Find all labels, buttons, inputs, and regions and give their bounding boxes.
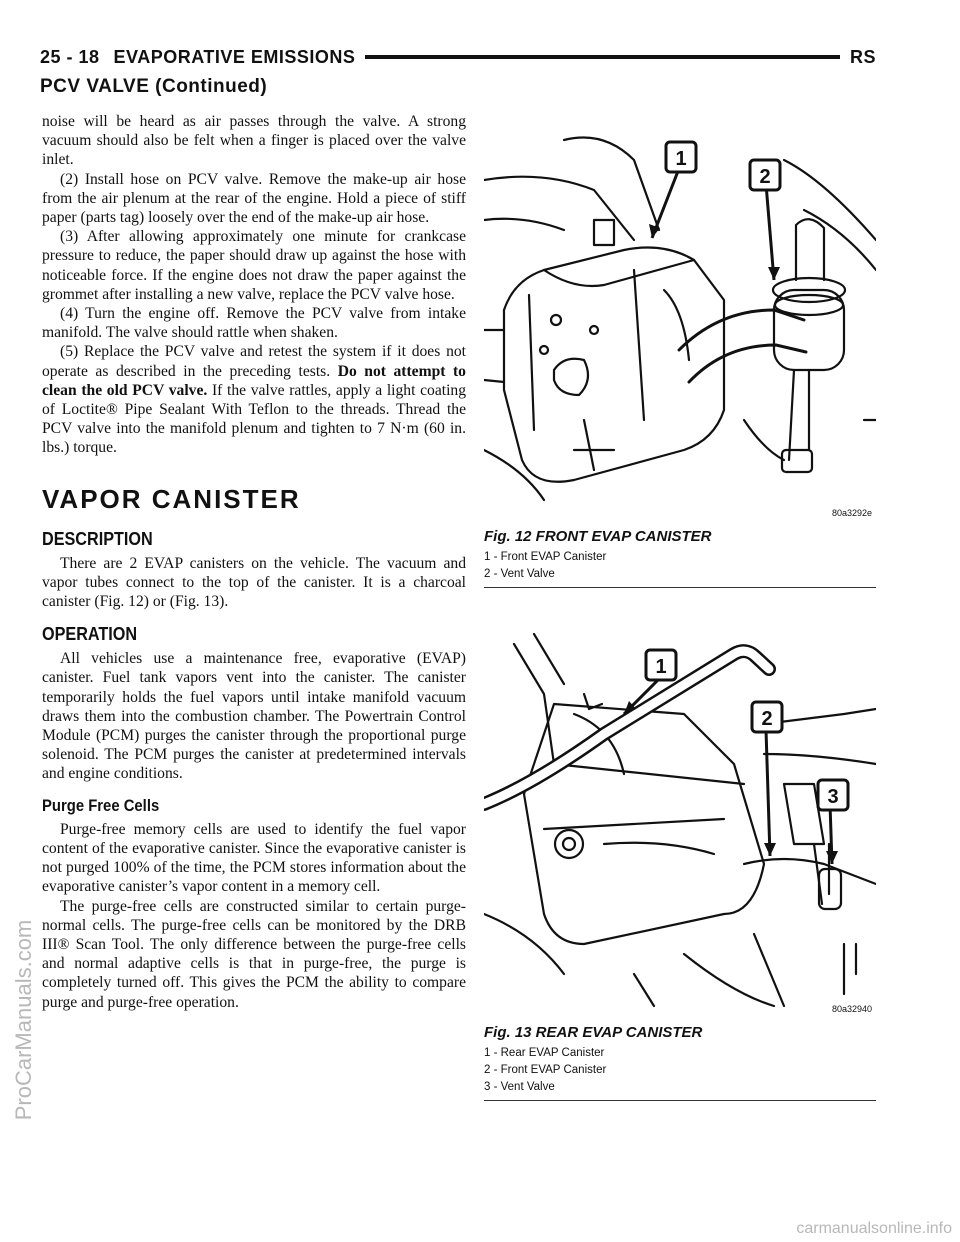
front-evap-canister-illustration: [484, 120, 876, 522]
legend-item: 2 - Vent Valve: [484, 568, 555, 580]
paragraph-text: If the valve rattles, apply a light coating of Loctite® Pipe Sealant With Teflon to the threads. Thread the PCV valve into the manifold plenum and tighten to 7 N·m (60 in. lbs.) torque.: [42, 381, 466, 457]
rear-evap-canister-illustration: [484, 614, 876, 1018]
legend-item: 2 - Front EVAP Canister: [484, 1064, 607, 1076]
paragraph: All vehicles use a maintenance free, evaporative (EVAP) canister. Fuel tank vapors vent into the canister. The canister temporarily holds the fuel vapors until intake manifold vacuum draws them into the combustion chamber. The Powertrain Control Module (PCM) purges the canister through the proportional purge solenoid. The PCM purges the canister at predetermined intervals and engine conditions.: [42, 650, 466, 783]
paragraph: The purge-free cells are constructed similar to certain purge-normal cells. The purge-free cells can be monitored by the DRB III® Scan Tool. The only difference between the purge-free cells and normal adaptive cells is that in purge-free, the purge is completely turned off. This gives the PCM the ability to compare purge and purge-free operation.: [42, 897, 466, 1011]
side-watermark: [2, 820, 46, 1220]
legend-item: 1 - Front EVAP Canister: [484, 551, 607, 563]
page-number: 25 - 18: [40, 46, 100, 67]
footer-watermark: carmanualsonline.info: [796, 1220, 952, 1237]
watermark-text: ProCarManuals.com: [11, 919, 36, 1121]
callout-1: 1: [675, 148, 687, 170]
continued-title: PCV VALVE (Continued): [40, 76, 268, 97]
paragraph: (4) Turn the engine off. Remove the PCV valve from intake manifold. The valve should rattle when shaken.: [42, 305, 466, 342]
figure-code: 80a3292e: [831, 508, 872, 518]
warning-text: Do not attempt to clean the old PCV valve.: [42, 362, 466, 399]
figure-caption: Fig. 13 REAR EVAP CANISTER: [484, 1024, 703, 1041]
left-column: [42, 112, 466, 1012]
figure-13: [484, 614, 876, 1101]
paragraph: noise will be heard as air passes through the valve. A strong vacuum should also be felt when a finger is placed over the valve inlet.: [42, 113, 466, 169]
manual-code: RS: [849, 46, 876, 67]
section-title: EVAPORATIVE EMISSIONS: [113, 46, 356, 67]
subsection-heading: Purge Free Cells: [42, 796, 160, 815]
paragraph-text: (5) Replace the PCV valve and retest the system if it does not operate as described in the preceding tests.: [42, 343, 466, 380]
paragraph: (2) Install hose on PCV valve. Remove the make-up air hose from the air plenum at the rear of the engine. Hold a piece of stiff paper (parts tag) loosely over the end of the make-up air hose.: [42, 170, 466, 227]
legend-item: 3 - Vent Valve: [484, 1081, 555, 1093]
subsection-heading: OPERATION: [42, 624, 138, 645]
figure-12: [484, 120, 876, 588]
figure-caption: Fig. 12 FRONT EVAP CANISTER: [484, 528, 712, 545]
paragraph: [42, 342, 466, 457]
page-header: [40, 44, 876, 70]
paragraph: There are 2 EVAP canisters on the vehicle. The vacuum and vapor tubes connect to the top of the canister. It is a charcoal canister (Fig. 12) or (Fig. 13).: [42, 554, 466, 611]
paragraph: Purge-free memory cells are used to identify the fuel vapor content of the evaporative canister. Since the evaporative canister is not purged 100% of the time, the PCM stores information about the evaporative canister’s vapor content in a memory cell.: [42, 820, 466, 896]
subsection-heading: DESCRIPTION: [42, 528, 153, 549]
paragraph: (3) After allowing approximately one minute for crankcase pressure to reduce, the paper should draw up against the hose with noticeable force. If the engine does not draw the paper against the grommet after installing a new valve, replace the PCV valve hose.: [42, 228, 466, 303]
callout-2: 2: [759, 166, 771, 188]
callout-3: 3: [827, 786, 839, 808]
figure-legend: [484, 1045, 876, 1101]
section-heading: VAPOR CANISTER: [42, 483, 301, 514]
header-rule: [365, 55, 840, 59]
figure-legend: [484, 549, 876, 588]
figure-code: 80a32940: [831, 1004, 872, 1014]
callout-2: 2: [761, 708, 773, 730]
legend-item: 1 - Rear EVAP Canister: [484, 1047, 605, 1059]
callout-1: 1: [655, 656, 667, 678]
